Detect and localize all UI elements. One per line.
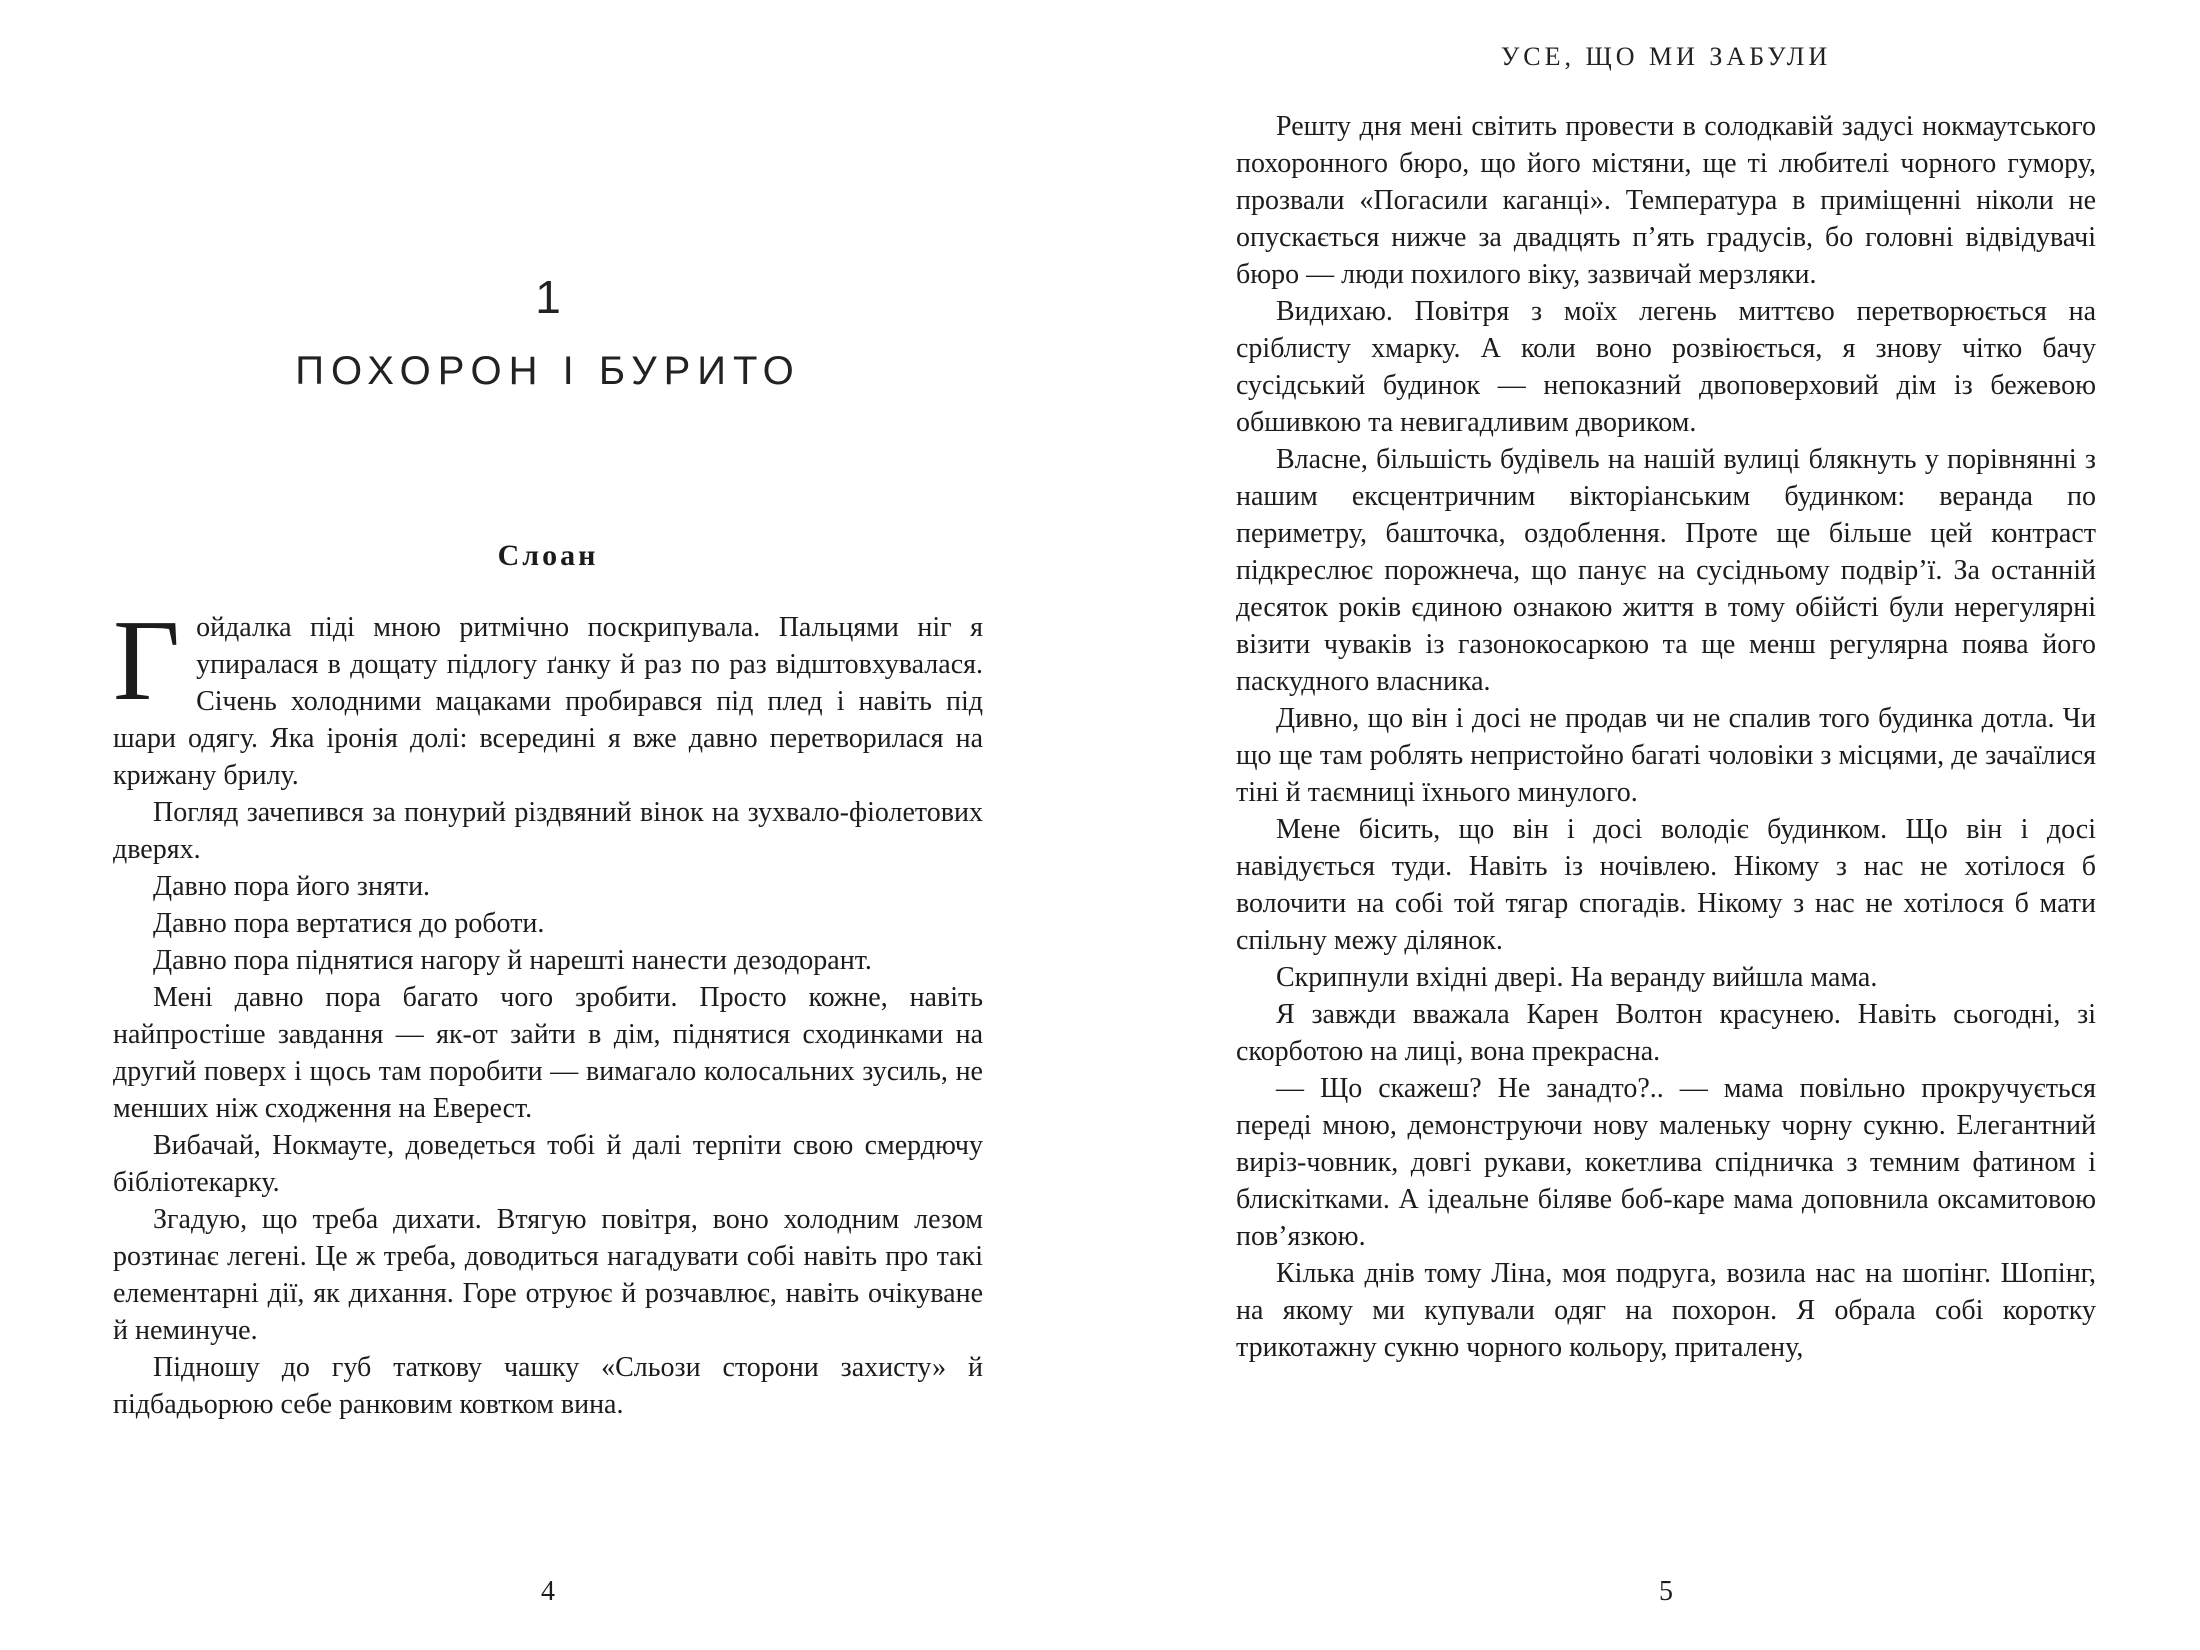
page-number-left: 4: [541, 1576, 555, 1607]
paragraph: Видихаю. Повітря з моїх легень миттєво перетворюється на сріблисту хмарку. А коли воно розвіюється, я знову чітко бачу сусідський будинок — непоказний двоповерховий дім із бежевою обшивкою та невигадливим двориком.: [1236, 296, 2096, 438]
paragraph: Мене бісить, що він і досі володіє будинком. Що він і досі навідується туди. Навіть із ночівлею. Нікому з нас не хотілося б волочити на собі той тягар спогадів. Нікому з нас не хотілося б мати спільну межу ділянок.: [1236, 814, 2096, 956]
paragraph: Погляд зачепився за понурий різдвяний вінок на зухвало-фіолетових дверях.: [113, 797, 983, 865]
paragraph: Підношу до губ таткову чашку «Сльози сторони захисту» й підбадьорюю себе ранковим ковтком вина.: [113, 1352, 983, 1420]
page-number-right: 5: [1659, 1576, 1673, 1607]
paragraph: Давно пора його зняти.: [153, 871, 431, 902]
section-heading: Слоан: [497, 539, 599, 572]
page-left: [113, 0, 983, 1650]
chapter-number: 1: [535, 271, 561, 323]
paragraph-text: ойдалка піді мною ритмічно поскрипувала. Пальцями ніг я упиралася в дощату підлогу ґанку й раз по раз відштовхувалася. Січень холодними мацаками пробирався під плед і навіть під шари одягу. Яка іронія долі: всередині я вже давно перетворилася на крижану брилу.: [113, 612, 983, 791]
paragraph: — Що скажеш? Не занадто?.. — мама повільно прокручується переді мною, демонструючи нову маленьку чорну сукню. Елегантний виріз-човник, довгі рукави, кокетлива спідничка з темним фатином і блискітками. А ідеальне біляве боб-каре мама доповнила оксамитовою пов’язкою.: [1236, 1073, 2096, 1252]
paragraph: Мені давно пора багато чого зробити. Просто кожне, навіть найпростіше завдання — як-от зайти в дім, піднятися сходинками на другий поверх і щось там поробити — вимагало колосальних зусиль, не менших ніж сходження на Еверест.: [113, 982, 983, 1124]
paragraph: Згадую, що треба дихати. Втягую повітря, воно холодним лезом розтинає легені. Це ж треба, доводиться нагадувати собі навіть про такі елементарні дії, як дихання. Горе отруює й розчавлює, навіть очікуване й неминуче.: [113, 1204, 983, 1346]
paragraph: Я завжди вважала Карен Волтон красунею. Навіть сьогодні, зі скорботою на лиці, вона прекрасна.: [1236, 999, 2096, 1067]
right-body-text: [1236, 108, 2096, 1366]
paragraph: Дивно, що він і досі не продав чи не спалив того будинка дотла. Чи що ще там роблять непристойно багаті чоловіки з місцями, де зачаїлися тіні й таємниці їхнього минулого.: [1236, 703, 2096, 808]
paragraph: Вибачай, Нокмауте, доведеться тобі й далі терпіти свою смердючу бібліотекарку.: [113, 1130, 983, 1198]
paragraph: Давно пора піднятися нагору й нарешті нанести дезодорант.: [153, 945, 872, 976]
page-right: [1236, 0, 2096, 1650]
drop-cap: Г: [113, 597, 181, 725]
running-header: УСЕ, ЩО МИ ЗАБУЛИ: [1500, 42, 1832, 71]
chapter-title: ПОХОРОН І БУРИТО: [295, 349, 801, 393]
paragraph: Решту дня мені світить провести в солодкавій задусі нокмаутського похоронного бюро, що його містяни, ще ті любителі чорного гумору, прозвали «Погасили каганці». Температура в приміщенні ніколи не опускається нижче за двадцять п’ять градусів, бо головні відвідувачі бюро — люди похилого віку, зазвичай мерзляки.: [1236, 111, 2096, 290]
paragraph: [113, 597, 983, 794]
left-body-text: [113, 597, 983, 1423]
paragraph: Давно пора вертатися до роботи.: [153, 908, 545, 939]
paragraph: Скрипнули вхідні двері. На веранду вийшла мама.: [1276, 962, 1878, 993]
paragraph: Власне, більшість будівель на нашій вулиці блякнуть у порівнянні з нашим ексцентричним вікторіанським будинком: веранда по периметру, башточка, оздоблення. Проте ще більше цей контраст підкреслює порожнеча, що панує на сусідньому подвір’ї. За останній десяток років єдиною ознакою життя в тому обійсті були нерегулярні візити чуваків із газонокосаркою та ще менш регулярна поява його паскудного власника.: [1236, 444, 2096, 697]
paragraph: Кілька днів тому Ліна, моя подруга, возила нас на шопінг. Шопінг, на якому ми купували одяг на похорон. Я обрала собі коротку трикотажну сукню чорного кольору, приталену,: [1236, 1258, 2096, 1363]
